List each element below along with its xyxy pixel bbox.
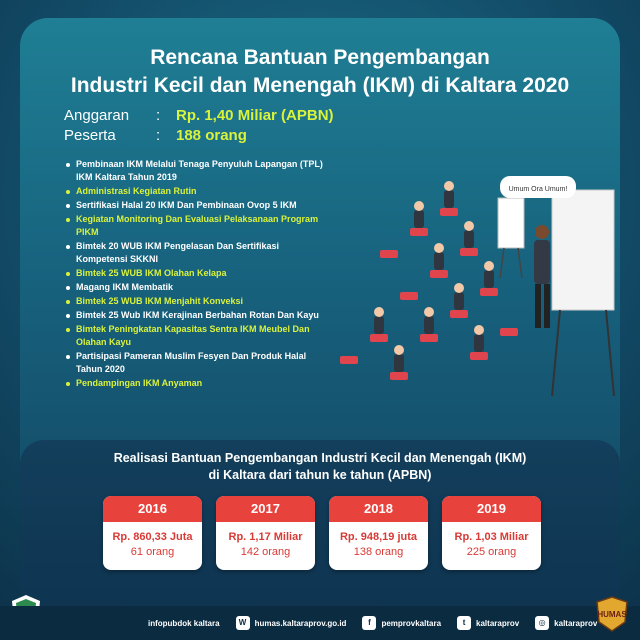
realisasi-title-line-2: di Kaltara dari tahun ke tahun (APBN) [208, 468, 432, 482]
year-participants: 225 orang [466, 546, 517, 558]
classroom-illustration [320, 158, 620, 418]
audience [340, 181, 518, 380]
footer-link-label: infopubdok kaltara [148, 618, 220, 628]
infographic-card [20, 18, 620, 610]
year-card-2017 [216, 496, 315, 570]
program-item: Administrasi Kegiatan Rutin [64, 185, 328, 198]
twitter-icon: t [457, 616, 471, 630]
program-item: Bimtek 25 Wub IKM Kerajinan Berbahan Rotan Dan Kayu [64, 309, 328, 322]
page-title [20, 44, 620, 100]
separator: : [156, 127, 161, 144]
realisasi-section [20, 440, 620, 610]
program-item: Pembinaan IKM Melalui Tenaga Penyuluh Lapangan (TPL) IKM Kaltara Tahun 2019 [64, 158, 328, 184]
year-label: 2018 [329, 496, 428, 522]
realisasi-title-line-1: Realisasi Bantuan Pengembangan Industri Kecil dan Menengah (IKM) [113, 451, 527, 465]
program-list [64, 158, 328, 391]
year-amount: Rp. 860,33 Juta [112, 531, 193, 543]
program-item: Partisipasi Pameran Muslim Fesyen Dan Produk Halal Tahun 2020 [64, 350, 328, 376]
anggaran-label: Anggaran [64, 107, 130, 124]
program-item: Pendampingan IKM Anyaman [64, 377, 328, 390]
speaker-head [535, 225, 549, 239]
facebook-icon: f [362, 616, 376, 630]
program-item: Kegiatan Monitoring Dan Evaluasi Pelaksanaan Program PIKM [64, 213, 328, 239]
footer-link-infopubdok[interactable] [148, 616, 220, 630]
web-icon: W [236, 616, 250, 630]
program-item: Bimtek 20 WUB IKM Pengelasan Dan Sertifikasi Kompetensi SKKNI [64, 240, 328, 266]
year-amount: Rp. 948,19 juta [339, 531, 418, 543]
footer-links [148, 616, 597, 630]
anggaran-value: Rp. 1,40 Miliar (APBN) [176, 107, 334, 124]
program-item: Bimtek Peningkatan Kapasitas Sentra IKM Meubel Dan Olahan Kayu [64, 323, 328, 349]
flipchart [498, 198, 524, 248]
speaker-body [534, 240, 550, 284]
title-line-1: Rencana Bantuan Pengembangan [150, 46, 490, 69]
footer-link-label: humas.kaltaraprov.go.id [254, 618, 347, 628]
instagram-icon: ◎ [535, 616, 549, 630]
footer-link-web[interactable] [236, 616, 347, 630]
speech-bubble-text: Umum Ora Umum! [508, 186, 568, 193]
year-participants: 142 orang [240, 546, 291, 558]
year-label: 2019 [442, 496, 541, 522]
year-cards [103, 496, 541, 570]
participants-row [64, 126, 334, 146]
whiteboard [552, 190, 614, 310]
footer-link-label: pemprovkaltara [381, 618, 442, 628]
program-item: Sertifikasi Halal 20 IKM Dan Pembinaan Ovop 5 IKM [64, 199, 328, 212]
year-amount: Rp. 1,17 Miliar [228, 531, 303, 543]
program-item: Bimtek 25 WUB IKM Olahan Kelapa [64, 267, 328, 280]
footer-link-label: kaltaraprov [554, 618, 598, 628]
footer-bar [0, 606, 640, 640]
footer-link-instagram[interactable] [535, 616, 597, 630]
year-card-2019 [442, 496, 541, 570]
realisasi-title [20, 450, 620, 484]
separator: : [156, 107, 161, 124]
budget-summary [64, 106, 334, 146]
humas-logo-text: HUMAS [597, 610, 627, 619]
year-participants: 138 orang [353, 546, 404, 558]
year-label: 2017 [216, 496, 315, 522]
program-item: Magang IKM Membatik [64, 281, 328, 294]
year-label: 2016 [103, 496, 202, 522]
footer-link-label: kaltaraprov [476, 618, 520, 628]
year-amount: Rp. 1,03 Miliar [454, 531, 529, 543]
humas-logo-icon [594, 596, 630, 632]
title-line-2: Industri Kecil dan Menengah (IKM) di Kaltara 2020 [70, 74, 570, 97]
year-card-2016 [103, 496, 202, 570]
peserta-label: Peserta [64, 127, 116, 144]
peserta-value: 188 orang [176, 127, 247, 144]
program-item: Bimtek 25 WUB IKM Menjahit Konveksi [64, 295, 328, 308]
budget-row [64, 106, 334, 126]
footer-link-facebook[interactable] [362, 616, 441, 630]
footer-link-twitter[interactable] [457, 616, 519, 630]
year-card-2018 [329, 496, 428, 570]
year-participants: 61 orang [130, 546, 175, 558]
